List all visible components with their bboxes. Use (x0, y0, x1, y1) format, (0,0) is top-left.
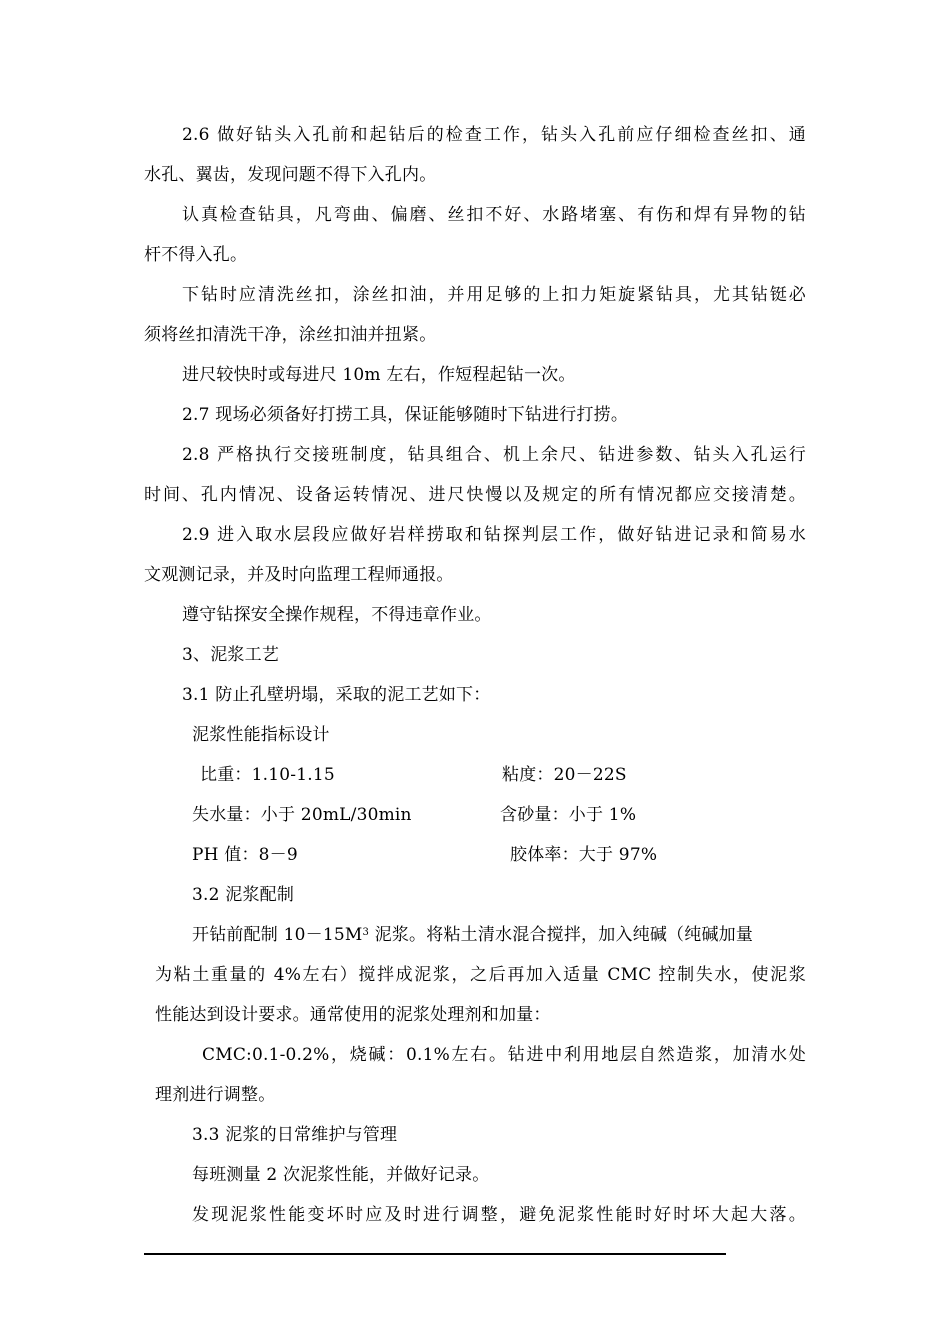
paragraph-3-2-line-1-part-b: 泥浆。将粘土清水混合搅拌，加入纯碱（纯碱加量 (369, 925, 754, 945)
mud-spec-water-loss: 失水量：小于 20mL/30min (192, 805, 412, 825)
footer-divider (144, 1253, 726, 1255)
mud-spec-specific-gravity: 比重：1.10-1.15 (200, 765, 335, 785)
paragraph-short-trip: 进尺较快时或每进尺 10m 左右，作短程起钻一次。 (182, 365, 576, 385)
paragraph-3-2-line-1-part-a: 开钻前配制 10－15M (192, 925, 363, 945)
paragraph-2-8-line-1: 2.8 严格执行交接班制度，钻具组合、机上余尺、钻进参数、钻头入孔运行 (182, 445, 806, 465)
paragraph-safety: 遵守钻探安全操作规程，不得违章作业。 (182, 605, 492, 625)
paragraph-daily-measure: 每班测量 2 次泥浆性能，并做好记录。 (192, 1165, 490, 1185)
paragraph-additives-line-2: 理剂进行调整。 (155, 1085, 276, 1105)
paragraph-3-1: 3.1 防止孔壁坍塌，采取的泥工艺如下： (182, 685, 491, 705)
paragraph-tripping-line-2: 须将丝扣清洗干净，涂丝扣油并扭紧。 (144, 325, 437, 345)
cubic-superscript: 3 (362, 927, 370, 938)
mud-spec-sand-content: 含砂量：小于 1% (500, 805, 637, 825)
paragraph-2-9-line-2: 文观测记录，并及时向监理工程师通报。 (144, 565, 454, 585)
mud-spec-viscosity: 粘度：20－22S (502, 765, 627, 785)
paragraph-2-7: 2.7 现场必须备好打捞工具，保证能够随时下钻进行打捞。 (182, 405, 629, 425)
paragraph-3-2-line-2: 为粘土重量的 4%左右）搅拌成泥浆，之后再加入适量 CMC 控制失水，使泥浆 (155, 965, 806, 985)
paragraph-3-2-line-3: 性能达到设计要求。通常使用的泥浆处理剂和加量： (155, 1005, 551, 1025)
section-heading-3: 3、泥浆工艺 (182, 645, 280, 665)
paragraph-inspect-line-2: 杆不得入孔。 (144, 245, 248, 265)
section-heading-3-2: 3.2 泥浆配制 (192, 885, 295, 905)
mud-spec-heading: 泥浆性能指标设计 (192, 725, 330, 745)
section-heading-3-3: 3.3 泥浆的日常维护与管理 (192, 1125, 398, 1145)
mud-spec-colloid-rate: 胶体率：大于 97% (510, 845, 658, 865)
paragraph-additives-line-1: CMC:0.1-0.2%，烧碱：0.1%左右。钻进中利用地层自然造浆，加清水处 (202, 1045, 806, 1065)
paragraph-3-2-line-1 (192, 923, 806, 947)
mud-spec-ph: PH 值：8－9 (192, 845, 298, 865)
paragraph-adjust: 发现泥浆性能变坏时应及时进行调整，避免泥浆性能时好时坏大起大落。 (192, 1205, 806, 1225)
paragraph-2-6-line-1: 2.6 做好钻头入孔前和起钻后的检查工作，钻头入孔前应仔细检查丝扣、通 (182, 125, 806, 145)
paragraph-2-8-line-2: 时间、孔内情况、设备运转情况、进尺快慢以及规定的所有情况都应交接清楚。 (144, 485, 806, 505)
paragraph-2-9-line-1: 2.9 进入取水层段应做好岩样捞取和钻探判层工作，做好钻进记录和简易水 (182, 525, 806, 545)
paragraph-inspect-line-1: 认真检查钻具，凡弯曲、偏磨、丝扣不好、水路堵塞、有伤和焊有异物的钻 (182, 205, 806, 225)
paragraph-tripping-line-1: 下钻时应清洗丝扣，涂丝扣油，并用足够的上扣力矩旋紧钻具，尤其钻铤必 (182, 285, 806, 305)
paragraph-2-6-line-2: 水孔、翼齿，发现问题不得下入孔内。 (144, 165, 437, 185)
